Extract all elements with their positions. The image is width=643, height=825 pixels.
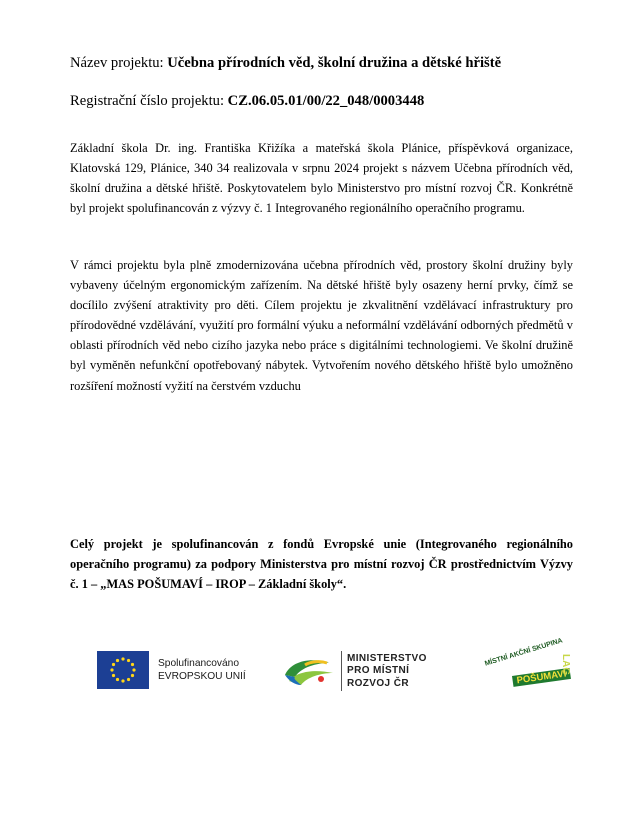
description-paragraph-2 <box>70 255 573 396</box>
lag-posumavi-logo <box>478 637 578 696</box>
divider <box>341 651 342 691</box>
lag-arc-text: MÍSTNÍ AKČNÍ SKUPINA <box>484 637 564 668</box>
ministry-logo-text: MINISTERSTVO PRO MÍSTNÍ ROZVOJ ČR <box>347 653 427 689</box>
paragraph-text: V rámci projektu byla plně zmodernizována učebna přírodních věd, prostory školní družiny byly vybaveny účelným ergonomickým zařízením. Na dětské hřiště byly osazeny herní prvky, čímž se docílilo zvýšení atraktivity pro děti. Cílem projektu je zkvalitnění vzdělávací infrastruktury pro přírodovědné vzdělávání, využití pro formální výuku a neformální vzdělávání odborných předmětů v oblasti přírodních věd nebo cizího jazyka nebo práce s digitálními technologiemi. Ve školní družině byl vyměněn nefunkční opotřebovaný nábytek. Vytvořením nového dětského hřiště bylo umožněno rozšíření možností vyžití na čerstvém vzduchu <box>70 258 573 393</box>
project-title <box>70 54 501 72</box>
description-paragraph-1 <box>70 138 573 218</box>
registration-number <box>70 92 424 110</box>
lag-name: POŠUMAVÍ <box>512 668 571 687</box>
registration-number-value: CZ.06.05.01/00/22_048/0003448 <box>227 93 425 109</box>
registration-number-label: Registrační číslo projektu: <box>70 93 228 109</box>
mmr-emblem-icon <box>281 651 337 691</box>
eu-flag-icon <box>97 651 149 689</box>
project-title-value: Učebna přírodních věd, školní družina a dětské hřiště <box>167 55 502 71</box>
funding-statement: Celý projekt je spolufinancován z fondů Evropské unie (Integrovaného regionálního operačního programu) za podpory Ministerstva pro místní rozvoj ČR prostřednictvím Výzvy č. 1 – „MAS POŠUMAVÍ – IROP – Základní školy“. <box>70 537 573 592</box>
lag-side-text: LAG <box>560 654 571 676</box>
eu-logo-text: Spolufinancováno EVROPSKOU UNIÍ <box>158 658 246 682</box>
project-title-label: Název projektu: <box>70 55 168 71</box>
eu-cofinanced-logo <box>97 651 257 691</box>
ministry-logo <box>281 651 441 691</box>
paragraph-text: Základní škola Dr. ing. Františka Křižíka a mateřská škola Plánice, příspěvková organizace, Klatovská 129, Plánice, 340 34 realizovala v srpnu 2024 projekt s názvem Učebna přírodních věd, školní družina a dětské hřiště. Poskytovatelem bylo Ministerstvo pro místní rozvoj ČR. Konkrétně byl projekt spolufinancován z výzvy č. 1 Integrovaného regionálního operačního programu. <box>70 141 573 216</box>
